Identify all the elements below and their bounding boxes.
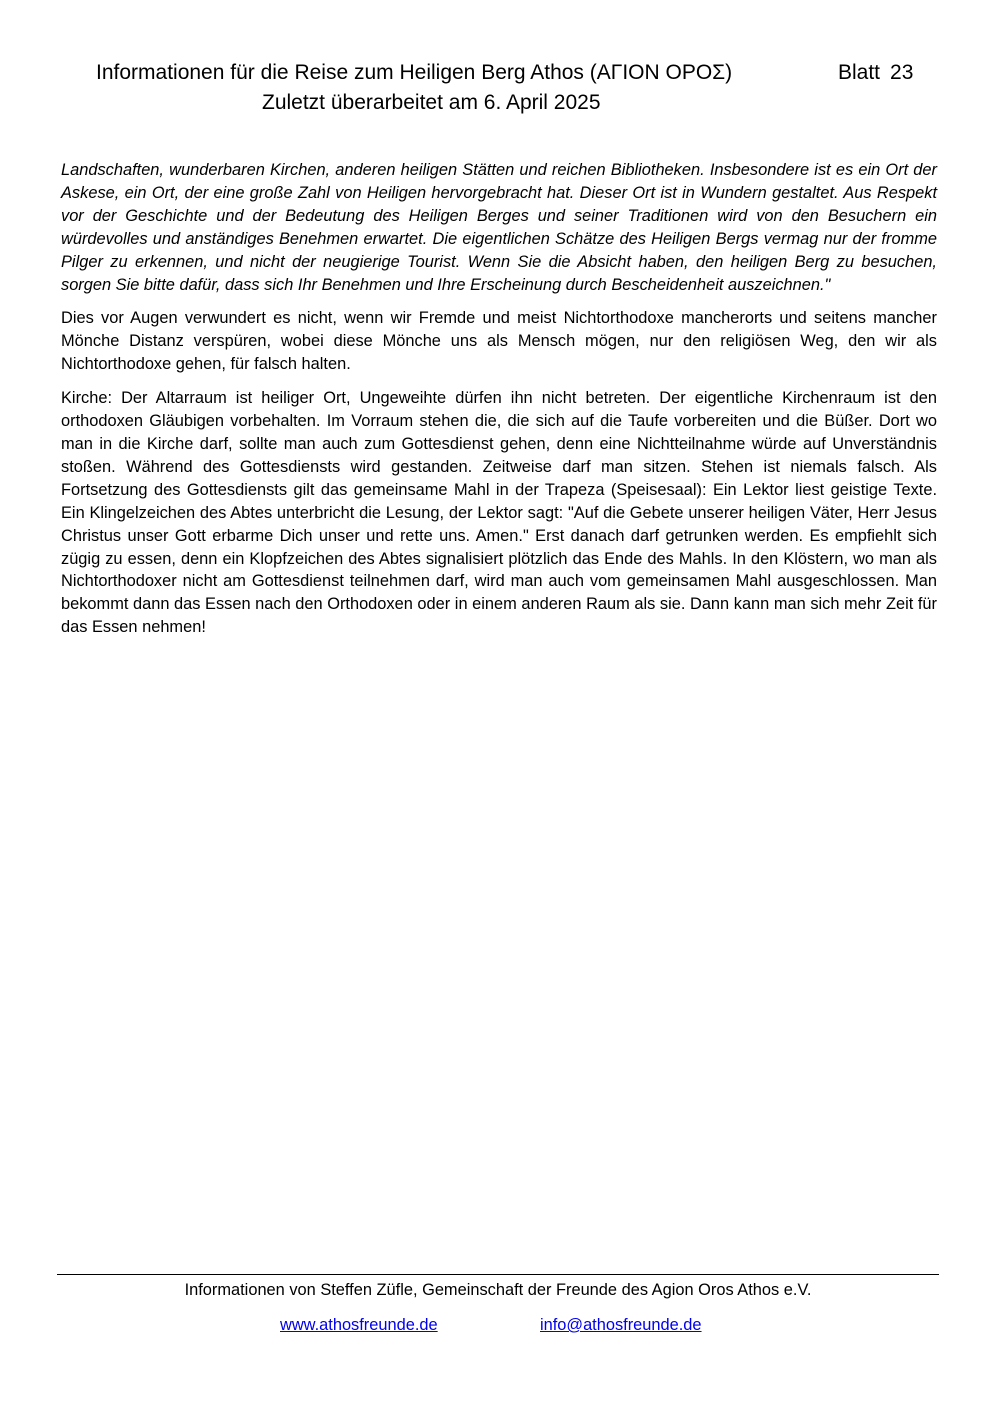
footer-text: Informationen von Steffen Züfle, Gemeinschaft der Freunde des Agion Oros Athos e.V. <box>184 1281 812 1299</box>
email-link[interactable]: info@athosfreunde.de <box>540 1316 702 1334</box>
sheet-number <box>838 58 913 88</box>
sheet-label: Blatt <box>838 61 881 84</box>
page-title: Informationen für die Reise zum Heiligen Berg Athos (ΑΓΙΟΝ ΟΡΟΣ) <box>96 61 733 84</box>
footer-divider <box>57 1274 939 1275</box>
document-body <box>61 159 937 650</box>
sheet-number-value: 23 <box>890 61 914 84</box>
revision-date: Zuletzt überarbeitet am 6. April 2025 <box>262 91 601 114</box>
paragraph-church: Kirche: Der Altarraum ist heiliger Ort, Ungeweihte dürfen ihn nicht betreten. Der eigentliche Kirchenraum ist den orthodoxen Gläubigen vorbehalten. Im Vorraum stehen die, die sich auf die Taufe vorbereiten und die Büßer. Dort wo man in die Kirche darf, sollte man auch zum Gottesdienst gehen, denn eine Nichtteilnahme würde auf Unverständnis stoßen. Während des Gottesdiensts wird gestanden. Zeitweise darf man sitzen. Stehen ist niemals falsch. Als Fortsetzung des Gottesdiensts gilt das gemeinsame Mahl in der Trapeza (Speisesaal): Ein Lektor liest geistige Texte. Ein Klingelzeichen des Abtes unterbricht die Lesung, der Lektor sagt: "Auf die Gebete unserer heiligen Väter, Herr Jesus Christus unser Gott erbarme Dich unser und rette uns. Amen." Erst danach darf getrunken werden. Es empfiehlt sich zügig zu essen, denn ein Klopfzeichen des Abtes signalisiert plötzlich das Ende des Mahls. In den Klöstern, wo man als Nichtorthodoxer nicht am Gottesdienst teilnehmen darf, wird man auch vom gemeinsamen Mahl ausgeschlossen. Man bekommt dann das Essen nach den Orthodoxen oder in einem anderen Raum als sie. Dann kann man sich mehr Zeit für das Essen nehmen! <box>61 389 937 637</box>
website-link[interactable]: www.athosfreunde.de <box>280 1316 438 1334</box>
quote-paragraph: Landschaften, wunderbaren Kirchen, anderen heiligen Stätten und reichen Bibliotheken. Insbesondere ist es ein Ort der Askese, ein Ort, der eine große Zahl von Heiligen hervorgebracht hat. Dieser Ort ist in Wundern gestaltet. Aus Respekt vor der Geschichte und der Bedeutung des Heiligen Berges und seiner Traditionen wird von den Besuchern ein würdevolles und anständiges Benehmen erwartet. Die eigentlichen Schätze des Heiligen Bergs vermag nur der fromme Pilger zu erkennen, und nicht der neugierige Tourist. Wenn Sie die Absicht haben, den heiligen Berg zu besuchen, sorgen Sie bitte dafür, dass sich Ihr Benehmen und Ihre Erscheinung durch Bescheidenheit auszeichnen." <box>61 161 937 294</box>
paragraph-distance: Dies vor Augen verwundert es nicht, wenn wir Fremde und meist Nichtorthodoxe mancherorts und seitens mancher Mönche Distanz verspüren, wobei diese Mönche uns als Mensch mögen, nur den religiösen Weg, den wir als Nichtorthodoxe gehen, für falsch halten. <box>61 309 937 374</box>
